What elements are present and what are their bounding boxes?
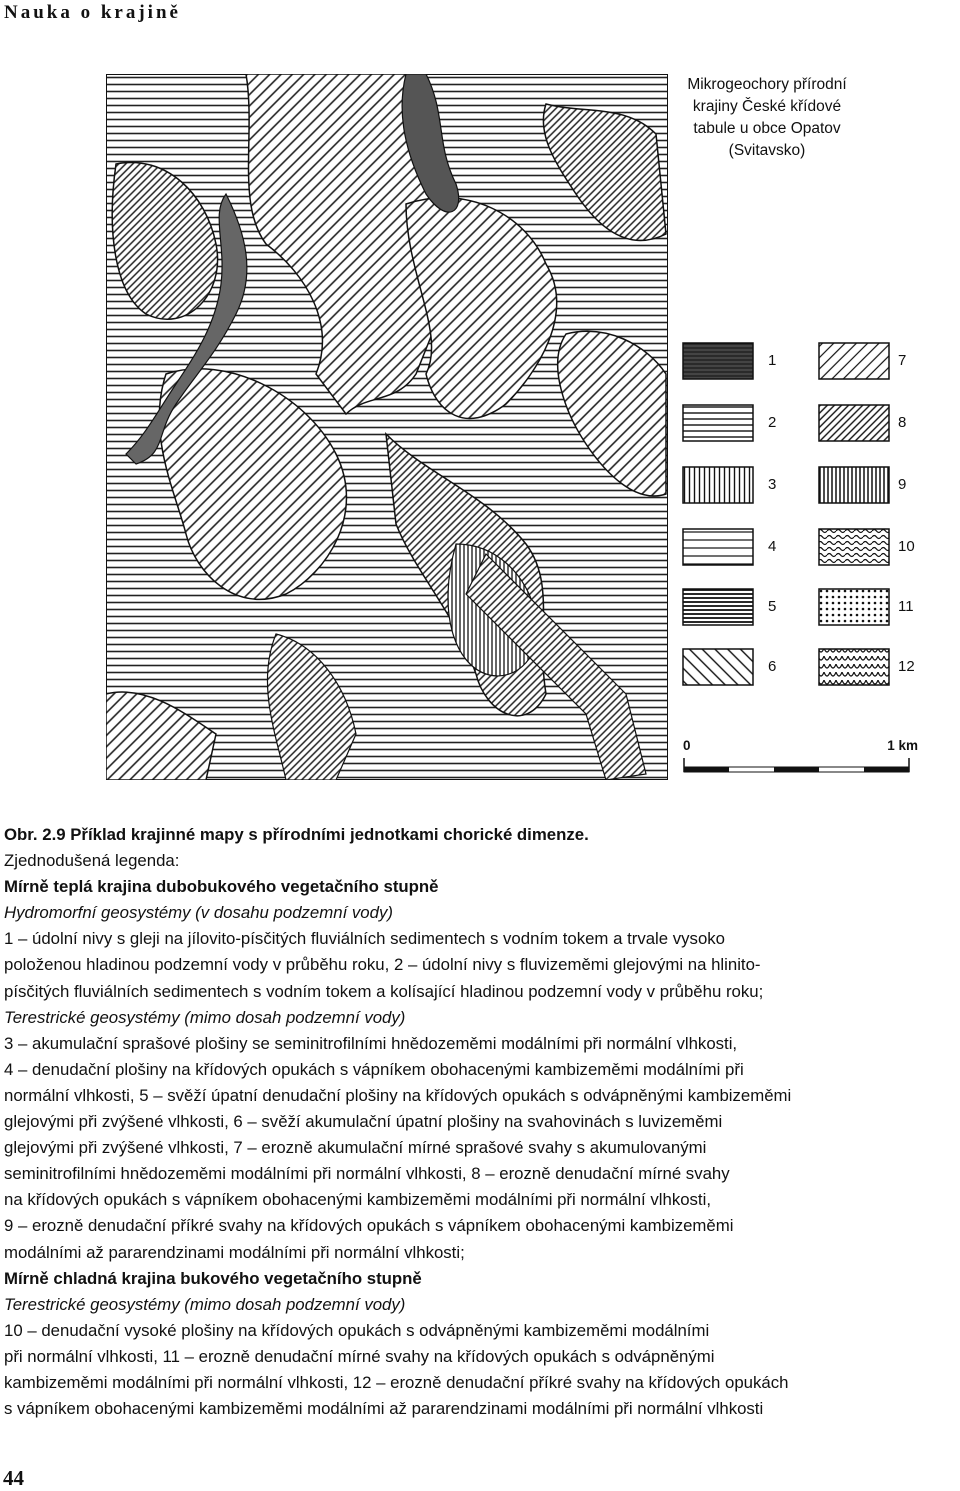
legend-swatch-6 bbox=[682, 648, 754, 686]
caption-line: s vápníkem obohacenými kambizeměmi modálními až pararendzinami modálními při normální vlhkosti bbox=[4, 1399, 764, 1419]
legend-label-12: 12 bbox=[898, 658, 915, 675]
caption-line: seminitrofilními hnědozeměmi modálními při normální vlhkosti, 8 – erozně denudační mírné svahy bbox=[4, 1164, 730, 1184]
caption-line: 4 – denudační plošiny na křídových opukách s vápníkem obohacenými kambizeměmi modálními při bbox=[4, 1059, 744, 1079]
caption-line: položenou hladinou podzemní vody v průběhu roku, 2 – údolní nivy s fluvizeměmi glejovými na hlinito- bbox=[4, 955, 761, 975]
legend-label-6: 6 bbox=[768, 658, 777, 675]
caption-line: 9 – erozně denudační příkré svahy na křídových opukách s vápníkem obohacenými kambizeměmi bbox=[4, 1216, 734, 1236]
scale-bar bbox=[683, 738, 923, 778]
scale-end-label: 1 km bbox=[887, 738, 918, 753]
map-legend bbox=[682, 340, 922, 700]
legend-label-1: 1 bbox=[768, 352, 777, 369]
caption-line: modálními až pararendzinami modálními při normální vlhkosti; bbox=[4, 1242, 465, 1262]
caption-line: na křídových opukách s vápníkem obohacenými kambizeměmi modálními při normální vlhkosti, bbox=[4, 1190, 711, 1210]
legend-swatch-11 bbox=[818, 588, 890, 626]
caption-heading: Mírně chladná krajina bukového vegetačního stupně bbox=[4, 1268, 422, 1288]
map-title-line: Mikrogeochory přírodní bbox=[687, 76, 847, 93]
running-head: Nauka o krajině bbox=[4, 2, 181, 23]
caption-line: při normální vlhkosti, 11 – erozně denudační mírné svahy na křídových opukách s odvápněnými bbox=[4, 1346, 715, 1366]
caption-line: 10 – denudační vysoké plošiny na křídových opukách s odvápněnými kambizeměmi modálními bbox=[4, 1320, 710, 1340]
legend-label-9: 9 bbox=[898, 476, 907, 493]
legend-swatch-7 bbox=[818, 342, 890, 380]
legend-swatch-5 bbox=[682, 588, 754, 626]
caption-heading: Mírně teplá krajina dubobukového vegetačního stupně bbox=[4, 877, 439, 897]
caption-subheading: Terestrické geosystémy (mimo dosah podzemní vody) bbox=[4, 1007, 406, 1027]
map-title-line: krajiny České křídové bbox=[692, 98, 842, 115]
caption-line: glejovými při zvýšené vlhkosti, 7 – erozně akumulační mírné sprašové svahy s akumulovanými bbox=[4, 1138, 707, 1158]
caption-line: písčitých fluviálních sedimentech s vodním tokem a kolísající hladinou podzemní vody v průběhu roku; bbox=[4, 981, 764, 1001]
caption-line: normální vlhkosti, 5 – svěží úpatní denudační plošiny na křídových opukách s odvápněnými kambizeměmi bbox=[4, 1085, 792, 1105]
legend-label-10: 10 bbox=[898, 538, 915, 555]
caption-line: kambizeměmi modálními při normální vlhkosti, 12 – erozně denudační příkré svahy na křídových opukách bbox=[4, 1372, 789, 1392]
map-title bbox=[662, 74, 872, 162]
legend-swatch-9 bbox=[818, 466, 890, 504]
scale-start-label: 0 bbox=[683, 738, 691, 753]
legend-swatch-8 bbox=[818, 404, 890, 442]
map-title-line: tabule u obce Opatov bbox=[693, 120, 841, 137]
caption-line: 3 – akumulační sprašové plošiny se seminitrofilními hnědozeměmi modálními při normální vlhkosti, bbox=[4, 1033, 738, 1053]
legend-swatch-12 bbox=[818, 648, 890, 686]
legend-label-7: 7 bbox=[898, 352, 907, 369]
legend-label-2: 2 bbox=[768, 414, 777, 431]
page-number: 44 bbox=[3, 1466, 24, 1490]
figure-caption bbox=[4, 822, 954, 1422]
landscape-map bbox=[106, 74, 668, 780]
legend-label-5: 5 bbox=[768, 598, 777, 615]
caption-subheading: Terestrické geosystémy (mimo dosah podzemní vody) bbox=[4, 1294, 406, 1314]
legend-label-4: 4 bbox=[768, 538, 777, 555]
legend-swatch-3 bbox=[682, 466, 754, 504]
map-title-line: (Svitavsko) bbox=[728, 142, 806, 159]
caption-line: Zjednodušená legenda: bbox=[4, 851, 180, 871]
legend-label-8: 8 bbox=[898, 414, 907, 431]
scale-bar-graphic bbox=[683, 756, 913, 776]
legend-swatch-4 bbox=[682, 528, 754, 566]
legend-swatch-10 bbox=[818, 528, 890, 566]
map-illustration bbox=[106, 74, 668, 780]
legend-swatch-2 bbox=[682, 404, 754, 442]
legend-swatch-1 bbox=[682, 342, 754, 380]
caption-line: glejovými při zvýšené vlhkosti, 6 – svěží akumulační úpatní plošiny na svahovinách s luvizeměmi bbox=[4, 1112, 723, 1132]
caption-subheading: Hydromorfní geosystémy (v dosahu podzemní vody) bbox=[4, 903, 393, 923]
caption-line: 1 – údolní nivy s gleji na jílovito-písčitých fluviálních sedimentech s vodním tokem a trvale vysoko bbox=[4, 929, 725, 949]
legend-label-11: 11 bbox=[898, 598, 914, 615]
legend-label-3: 3 bbox=[768, 476, 777, 493]
caption-title: Obr. 2.9 Příklad krajinné mapy s přírodními jednotkami chorické dimenze. bbox=[4, 825, 589, 844]
